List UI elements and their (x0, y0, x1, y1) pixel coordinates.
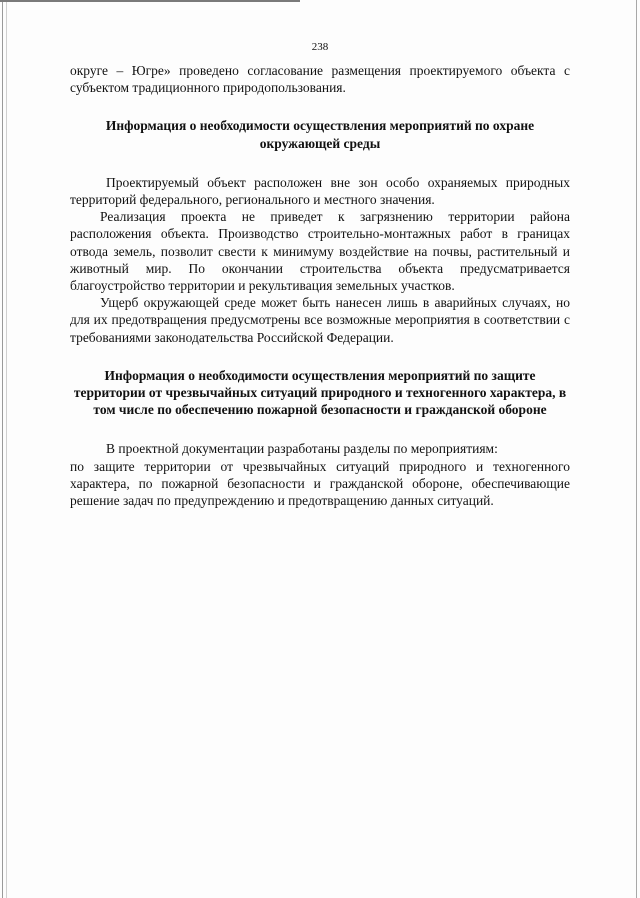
scan-edge-top (0, 0, 300, 2)
scan-edge-right (636, 0, 637, 898)
document-body (70, 62, 570, 509)
scan-edge-left (2, 0, 3, 898)
paragraph-sections-list: по защите территории от чрезвычайных ситуаций природного и техногенного характера, по пожарной безопасности и гражданской обороне, обеспечивающие решение задач по предупреждению и предотвращению данных ситуаций. (70, 458, 570, 509)
paragraph-damage: Ущерб окружающей среде может быть нанесен лишь в аварийных случаях, но для их предотвращения предусмотрены все возможные мероприятия в соответствии с требованиями законодательства Российской Федерации. (70, 295, 570, 345)
paragraph-project-impact: Реализация проекта не приведет к загрязнению территории района расположения объекта. Производство строительно-монтажных работ в границах отвода земель, позволит свести к минимуму воздействие на почвы, растительный и животный мир. По окончании строительства объекта предусматривается благоустройство территории и рекультивация земельных участков. (70, 209, 570, 294)
paragraph-protected-areas: Проектируемый объект расположен вне зон особо охраняемых природных территорий федерального, регионального и местного значения. (70, 174, 570, 208)
paragraph-continuation: округе – Югре» проведено согласование размещения проектируемого объекта с субъектом традиционного природопользования. (70, 63, 570, 96)
section-heading-emergency: Информация о необходимости осуществления мероприятий по защите территории от чрезвычайных ситуаций природного и техногенного характера, в том числе по обеспечению пожарной безопасности и гражданской обороне (73, 367, 567, 418)
paragraph-sections-intro: В проектной документации разработаны разделы по мероприятиям: (106, 441, 498, 457)
section-heading-environment: Информация о необходимости осуществления мероприятий по охране окружающей среды (105, 118, 535, 151)
page-number: 238 (311, 41, 329, 53)
scan-edge-left-inner (6, 0, 7, 898)
